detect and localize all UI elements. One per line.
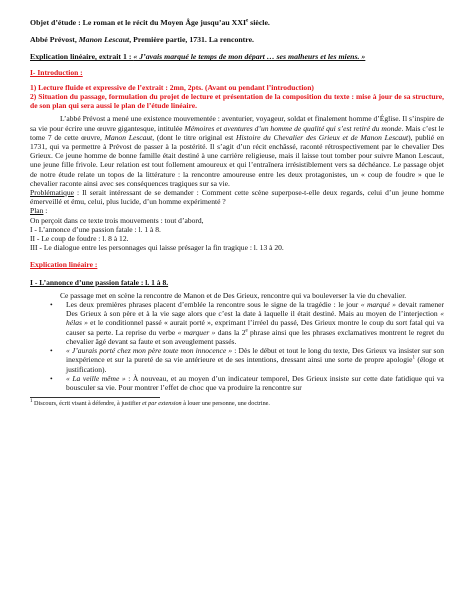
intro-paragraph: L’abbé Prévost a mené une existence mouvementée : aventurier, voyageur, soldat et finalement homme d’Église. Il s’inspire de sa vie pour écrire une œuvre gigantesque, intitulée Mémoires et aventures d’un homme de qualité qui s’est retiré du monde. Mais c’est le tome 7 de cette œuvre, Manon Lescaut, (dont le titre original est Histoire du Chevalier des Grieux et de Manon Lescaut), publié en 1731, qui va permettre à Prévost de passer à la postérité. Il s’agit d’un récit enchâssé, raconté rétrospectivement par le chevalier Des Grieux. Ce jeune homme de bonne famille était destiné à une carrière religieuse, mais il laisse tout tomber pour suivre Manon Lescaut, une jeune fille frivole. Leur relation est tout follement amoureux et qui l’entraînera irrésistiblement vers sa déchéance. Le passage objet de notre étude relate un topos de la littérature : la rencontre amoureuse entre les deux protagonistes, un « coup de foudre » que le chevalier raconte ainsi avec ses conséquences tragiques sur sa vie. [30, 114, 444, 188]
bullet-icon: • [50, 300, 53, 310]
section-1-lead: Ce passage met en scène la rencontre de Manon et de Des Grieux, rencontre qui va bouleverser la vie du chevalier. [60, 290, 407, 300]
subject-line: Objet d’étude : Le roman et le récit du Moyen Âge jusqu’au XXIe siècle. [30, 18, 270, 27]
footnote: $^1$ Discours, écrit visant à défendre, à justifier et par extension à louer une personne, une doctrine. [30, 399, 270, 408]
explication-heading: Explication linéaire : [30, 260, 98, 270]
section-1-heading: I - L’annonce d’une passion fatale : l. 1 à 8. [30, 277, 169, 287]
work-reference: Abbé Prévost, Manon Lescaut, Première partie, 1731. La rencontre. [30, 35, 255, 45]
problematique: Problématique : Il serait intéressant de se demander : Comment cette scène superpose-t-elle deux regards, celui d’un jeune homme émerveillé et ému, celui, plus lucide, d’un homme expérimenté ? [30, 188, 444, 207]
bullet-icon: • [50, 373, 53, 383]
extract-title: Explication linéaire, extrait 1 : « J’avais marqué le temps de mon départ … ses malheurs et les miens. » [30, 52, 366, 62]
list-item: • Les deux premières phrases placent d’emblée la rencontre sous le signe de la tragédie : le jour « marqué » devait ramener Des Grieux à son père et à la vie sage alors que c’est la date à laquelle il était destiné. Mais au moyen de l’interjection « hélas » et le conditionnel passé « aurait porté », exprimant l’irréel du passé, Des Grieux montre le coup du sort fatal qui va causer sa perte. La reprise du verbe « marquer » dans la 2e phrase ainsi que les phrases exclamatives montrent le regret du chevalier âgé devant sa faute et son aveuglement passés. [50, 300, 445, 346]
analysis-list [30, 300, 444, 392]
plan-label: Plan : [30, 206, 48, 216]
list-item: • « J’aurais porté chez mon père toute mon innocence » : Dès le début et tout le long du texte, Des Grieux va insister sur son inexpérience et sur la pureté de sa vie antérieure et de ses intentions, dressant ainsi une sorte de propre apologie$^1$ (éloge et justification). [50, 346, 445, 374]
intro-heading: I- Introduction : [30, 67, 83, 77]
list-item: • « La veille même » : À nouveau, et au moyen d’un indicateur temporel, Des Grieux insiste sur cette date fatidique qui va bousculer sa vie. Pour montrer l’effet de choc que va produire la rencontre sur [50, 373, 444, 392]
plan-item-3: III - Le dialogue entre les personnages qui laisse présager la fin tragique : l. 13 à 20. [30, 243, 284, 253]
plan-intro: On perçoit dans ce texte trois mouvements : tout d’abord, [30, 215, 204, 225]
bullet-icon: • [50, 346, 53, 356]
plan-item-1: I - L’annonce d’une passion fatale : l. 1 à 8. [30, 224, 161, 234]
plan-item-2: II - Le coup de foudre : l. 8 à 12. [30, 234, 129, 244]
footnote-divider [30, 397, 160, 398]
intro-item-1: 1) Lecture fluide et expressive de l’extrait : 2mn, 2pts. (Avant ou pendant l’introduction) [30, 82, 314, 92]
intro-item-2: 2) Situation du passage, formulation du projet de lecture et présentation de la composition du texte : mise à jour de sa structure, de son plan qui sera aussi le plan de l’étude linéaire. [30, 92, 444, 111]
